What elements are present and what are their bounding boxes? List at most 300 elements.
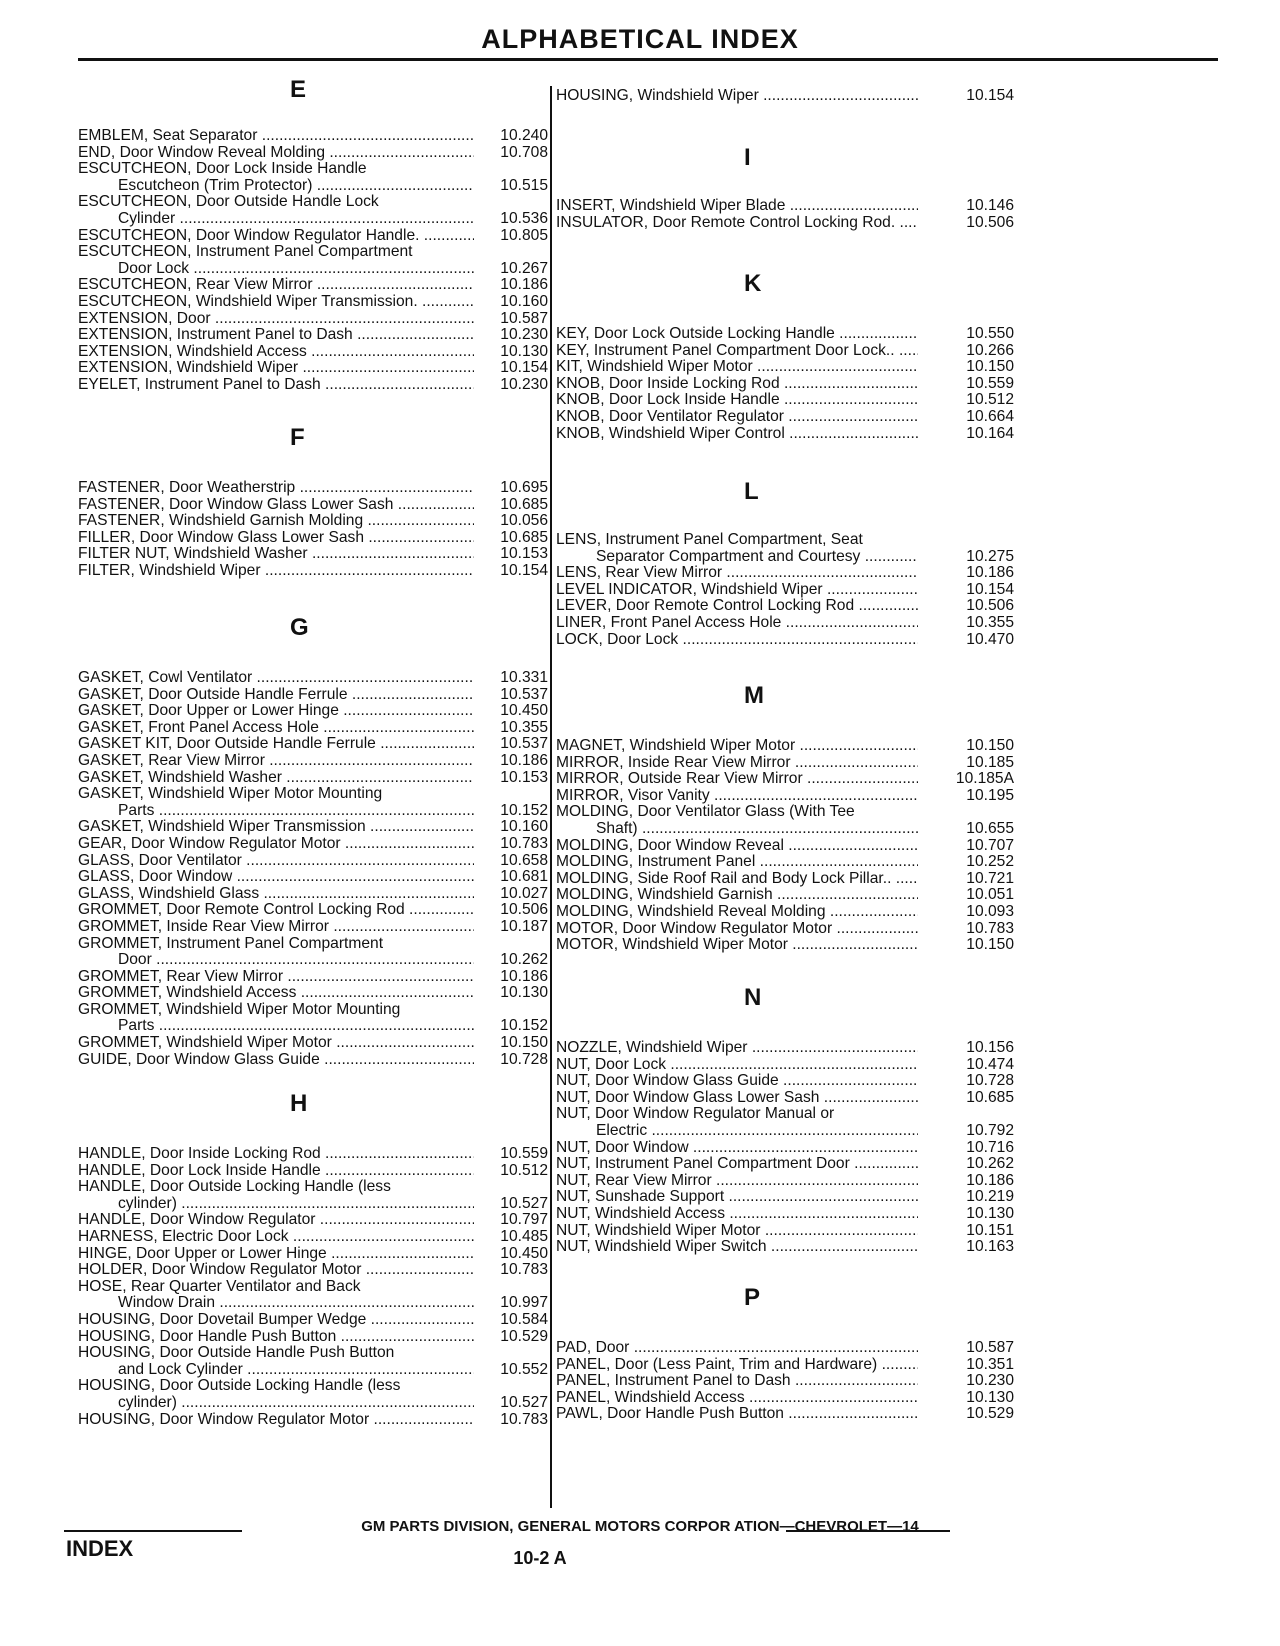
entry-text: LENS, Instrument Panel Compartment, Seat: [556, 532, 863, 548]
index-entry: [556, 565, 1014, 582]
index-entry: [78, 128, 548, 145]
entry-page-ref: 10.130: [496, 344, 548, 361]
entry-page-ref: 10.163: [962, 1239, 1014, 1256]
entry-text: NUT, Door Lock .....: [556, 1057, 918, 1074]
entry-page-ref: 10.655: [962, 821, 1014, 838]
entry-page-ref: 10.195: [962, 788, 1014, 805]
index-entry: [556, 838, 1014, 855]
entry-page-ref: 10.527: [496, 1196, 548, 1213]
entry-page-ref: 10.728: [496, 1052, 548, 1069]
entry-text: cylinder) .....: [78, 1196, 474, 1213]
index-entry: [78, 1378, 548, 1411]
entry-page-ref: 10.164: [962, 426, 1014, 443]
entry-page-ref: 10.187: [496, 919, 548, 936]
entry-text: KEY, Instrument Panel Compartment Door Lock.. .....: [556, 343, 918, 360]
entry-text: GASKET, Windshield Wiper Transmission .....: [78, 819, 474, 836]
footer-text: GM PARTS DIVISION, GENERAL MOTORS CORPOR ATION—CHEVROLET—14: [361, 1518, 919, 1535]
index-entries: [78, 670, 548, 1068]
entry-text: GASKET, Door Upper or Lower Hinge .....: [78, 703, 474, 720]
index-entry: [556, 1223, 1014, 1240]
index-entry: [78, 1279, 548, 1312]
index-entry: [556, 1206, 1014, 1223]
entry-text: EXTENSION, Windshield Wiper .....: [78, 360, 474, 377]
index-entries: [78, 1146, 548, 1428]
entry-page-ref: 10.230: [962, 1373, 1014, 1390]
index-entries: [78, 480, 548, 580]
index-entry: [556, 215, 1014, 232]
entry-page-ref: 10.658: [496, 853, 548, 870]
index-entry: [78, 563, 548, 580]
index-entry: [78, 1146, 548, 1163]
entry-page-ref: 10.150: [496, 1035, 548, 1052]
entry-page-ref: 10.355: [496, 720, 548, 737]
index-entry: [556, 1090, 1014, 1107]
entry-text: PANEL, Windshield Access .....: [556, 1390, 918, 1407]
entry-page-ref: 10.681: [496, 869, 548, 886]
entry-text: GROMMET, Door Remote Control Locking Rod .....: [78, 902, 474, 919]
entry-text: HOUSING, Door Dovetail Bumper Wedge .....: [78, 1312, 474, 1329]
section-letter: F: [290, 424, 305, 451]
entry-text: PANEL, Instrument Panel to Dash .....: [556, 1373, 918, 1390]
entry-text: GROMMET, Windshield Wiper Motor .....: [78, 1035, 474, 1052]
index-entry: [78, 1246, 548, 1263]
index-entry: [78, 546, 548, 563]
entry-page-ref: 10.783: [496, 1412, 548, 1429]
entry-page-ref: 10.185: [962, 755, 1014, 772]
entry-text: NUT, Windshield Wiper Motor .....: [556, 1223, 918, 1240]
index-entry: [78, 786, 548, 819]
entry-page-ref: 10.154: [962, 582, 1014, 599]
entry-page-ref: 10.685: [496, 497, 548, 514]
index-entry: [78, 244, 548, 277]
entry-page-ref: 10.160: [496, 294, 548, 311]
entry-text: INSULATOR, Door Remote Control Locking Rod. .....: [556, 215, 918, 232]
index-entry: [78, 360, 548, 377]
index-entry: [556, 343, 1014, 360]
entry-text: INSERT, Windshield Wiper Blade .....: [556, 198, 918, 215]
entry-page-ref: 10.130: [962, 1206, 1014, 1223]
section-letter: E: [290, 76, 307, 103]
index-entry: [556, 409, 1014, 426]
entry-text: EXTENSION, Door .....: [78, 311, 474, 328]
section-letter: G: [290, 614, 309, 641]
section-letter: M: [744, 682, 764, 709]
entry-text: Shaft) .....: [556, 821, 918, 838]
index-entries: [556, 1340, 1014, 1423]
entry-text: MOLDING, Windshield Garnish .....: [556, 887, 918, 904]
index-entry: [78, 1035, 548, 1052]
index-entry: [78, 1412, 548, 1429]
entry-text: FASTENER, Door Weatherstrip .....: [78, 480, 474, 497]
index-entry: [78, 736, 548, 753]
entry-text: FILLER, Door Window Glass Lower Sash .....: [78, 530, 474, 547]
entry-page-ref: 10.506: [496, 902, 548, 919]
index-entry: [556, 738, 1014, 755]
index-entries: [556, 738, 1014, 954]
entry-page-ref: 10.262: [496, 952, 548, 969]
index-entry: [556, 1239, 1014, 1256]
entry-page-ref: 10.550: [962, 326, 1014, 343]
entry-text: NUT, Windshield Wiper Switch .....: [556, 1239, 918, 1256]
entry-page-ref: 10.450: [496, 703, 548, 720]
entry-text: GUIDE, Door Window Glass Guide .....: [78, 1052, 474, 1069]
entry-page-ref: 10.537: [496, 736, 548, 753]
entry-page-ref: 10.252: [962, 854, 1014, 871]
entry-text: HARNESS, Electric Door Lock .....: [78, 1229, 474, 1246]
entry-text: Window Drain .....: [78, 1295, 474, 1312]
entry-text: MIRROR, Outside Rear View Mirror .....: [556, 771, 918, 788]
entry-text: FILTER, Windshield Wiper .....: [78, 563, 474, 580]
entry-text: LINER, Front Panel Access Hole .....: [556, 615, 918, 632]
section-letter: N: [744, 984, 762, 1011]
index-entry: [556, 88, 1014, 105]
index-entry: [78, 886, 548, 903]
entry-page-ref: 10.152: [496, 1018, 548, 1035]
entry-page-ref: 10.186: [962, 565, 1014, 582]
entry-page-ref: 10.783: [496, 1262, 548, 1279]
entry-page-ref: 10.450: [496, 1246, 548, 1263]
index-label: INDEX: [66, 1536, 134, 1561]
entry-page-ref: 10.527: [496, 1395, 548, 1412]
entry-text: KNOB, Windshield Wiper Control .....: [556, 426, 918, 443]
entry-page-ref: 10.230: [496, 377, 548, 394]
entry-page-ref: 10.512: [962, 392, 1014, 409]
index-entry: [78, 1229, 548, 1246]
index-entry: [556, 1390, 1014, 1407]
entry-text: KIT, Windshield Wiper Motor .....: [556, 359, 918, 376]
entry-page-ref: 10.792: [962, 1123, 1014, 1140]
entry-text: KNOB, Door Ventilator Regulator .....: [556, 409, 918, 426]
index-entry: [78, 853, 548, 870]
entry-text: LENS, Rear View Mirror .....: [556, 565, 918, 582]
entry-text: HOUSING, Door Outside Handle Push Button: [78, 1345, 395, 1362]
index-entries: [78, 128, 548, 394]
index-entry: [78, 869, 548, 886]
index-entry: [556, 392, 1014, 409]
index-entry: [556, 1373, 1014, 1390]
entry-text: GROMMET, Rear View Mirror .....: [78, 969, 474, 986]
index-entry: [556, 1057, 1014, 1074]
entry-text: GASKET KIT, Door Outside Handle Ferrule .....: [78, 736, 474, 753]
index-entry: [78, 480, 548, 497]
entry-page-ref: 10.130: [496, 985, 548, 1002]
entry-page-ref: 10.584: [496, 1312, 548, 1329]
index-entry: [556, 937, 1014, 954]
entry-text: KNOB, Door Inside Locking Rod .....: [556, 376, 918, 393]
index-entries: [556, 198, 1014, 231]
index-entry: [78, 145, 548, 162]
entry-page-ref: 10.708: [496, 145, 548, 162]
index-entry: [78, 770, 548, 787]
index-entry: [556, 854, 1014, 871]
index-entry: [78, 1329, 548, 1346]
entry-page-ref: 10.262: [962, 1156, 1014, 1173]
entry-text: EYELET, Instrument Panel to Dash .....: [78, 377, 474, 394]
index-entry: [556, 1340, 1014, 1357]
index-entry: [78, 327, 548, 344]
index-entry: [78, 1179, 548, 1212]
entry-text: Escutcheon (Trim Protector) .....: [78, 178, 474, 195]
index-entry: [78, 902, 548, 919]
index-entry: [78, 985, 548, 1002]
entry-page-ref: 10.559: [962, 376, 1014, 393]
entry-text: ESCUTCHEON, Door Lock Inside Handle: [78, 161, 367, 178]
entry-page-ref: 10.230: [496, 327, 548, 344]
entry-text: NUT, Instrument Panel Compartment Door .....: [556, 1156, 918, 1173]
entry-text: ESCUTCHEON, Door Window Regulator Handle. .....: [78, 228, 474, 245]
entry-text: GASKET, Front Panel Access Hole .....: [78, 720, 474, 737]
index-entries: [556, 1040, 1014, 1256]
index-entry: [78, 1163, 548, 1180]
entry-page-ref: 10.721: [962, 871, 1014, 888]
entry-text: Door Lock .....: [78, 261, 474, 278]
entry-page-ref: 10.027: [496, 886, 548, 903]
entry-text: NUT, Door Window Regulator Manual or: [556, 1106, 835, 1123]
entry-text: ESCUTCHEON, Instrument Panel Compartment: [78, 244, 413, 261]
entry-text: PAD, Door .....: [556, 1340, 918, 1357]
entry-page-ref: 10.146: [962, 198, 1014, 215]
entry-text: Electric .....: [556, 1123, 918, 1140]
index-entry: [556, 582, 1014, 599]
entry-text: HOUSING, Door Window Regulator Motor .....: [78, 1412, 474, 1429]
entry-page-ref: 10.150: [962, 738, 1014, 755]
index-entry: [556, 598, 1014, 615]
entry-text: NOZZLE, Windshield Wiper .....: [556, 1040, 918, 1057]
entry-text: HOLDER, Door Window Regulator Motor .....: [78, 1262, 474, 1279]
section-letter: I: [744, 144, 751, 171]
entry-text: Parts .....: [78, 803, 474, 820]
entry-text: GLASS, Windshield Glass .....: [78, 886, 474, 903]
entry-page-ref: 10.664: [962, 409, 1014, 426]
entry-page-ref: 10.156: [962, 1040, 1014, 1057]
entry-page-ref: 10.587: [496, 311, 548, 328]
entry-page-ref: 10.506: [962, 598, 1014, 615]
index-entry: [78, 836, 548, 853]
index-entry: [78, 670, 548, 687]
index-entry: [556, 198, 1014, 215]
index-entry: [78, 377, 548, 394]
entry-page-ref: 10.160: [496, 819, 548, 836]
entry-page-ref: 10.351: [962, 1357, 1014, 1374]
entry-text: KEY, Door Lock Outside Locking Handle .....: [556, 326, 918, 343]
index-entry: [556, 1357, 1014, 1374]
entry-page-ref: 10.152: [496, 803, 548, 820]
column-divider: [550, 86, 552, 1508]
entry-text: GLASS, Door Ventilator .....: [78, 853, 474, 870]
entry-text: HANDLE, Door Inside Locking Rod .....: [78, 1146, 474, 1163]
entry-text: GROMMET, Instrument Panel Compartment: [78, 935, 384, 952]
entry-page-ref: 10.130: [962, 1390, 1014, 1407]
entry-page-ref: 10.186: [496, 277, 548, 294]
index-entry: [556, 788, 1014, 805]
entry-page-ref: 10.529: [962, 1406, 1014, 1423]
entry-text: GASKET, Windshield Wiper Motor Mounting: [78, 786, 383, 803]
entry-text: HANDLE, Door Outside Locking Handle (less: [78, 1179, 391, 1196]
entry-page-ref: 10.997: [496, 1295, 548, 1312]
index-entry: [556, 921, 1014, 938]
entry-text: NUT, Door Window Glass Lower Sash .....: [556, 1090, 918, 1107]
entry-text: LEVEL INDICATOR, Windshield Wiper .....: [556, 582, 918, 599]
index-entry: [78, 1002, 548, 1035]
entry-page-ref: 10.783: [962, 921, 1014, 938]
section-letter: L: [744, 478, 759, 505]
entry-page-ref: 10.485: [496, 1229, 548, 1246]
entry-page-ref: 10.559: [496, 1146, 548, 1163]
entry-text: MOTOR, Windshield Wiper Motor .....: [556, 937, 918, 954]
index-entry: [78, 703, 548, 720]
entry-text: MIRROR, Visor Vanity .....: [556, 788, 918, 805]
entry-page-ref: 10.154: [496, 563, 548, 580]
entry-text: HINGE, Door Upper or Lower Hinge .....: [78, 1246, 474, 1263]
index-entry: [556, 1406, 1014, 1423]
entry-text: END, Door Window Reveal Molding .....: [78, 145, 474, 162]
entry-page-ref: 10.685: [496, 530, 548, 547]
index-entry: [556, 1189, 1014, 1206]
entry-text: NUT, Door Window .....: [556, 1140, 918, 1157]
entry-page-ref: 10.150: [962, 359, 1014, 376]
entry-page-ref: 10.154: [496, 360, 548, 377]
index-entry: [556, 1173, 1014, 1190]
entry-page-ref: 10.797: [496, 1212, 548, 1229]
entry-page-ref: 10.512: [496, 1163, 548, 1180]
entry-text: LEVER, Door Remote Control Locking Rod .....: [556, 598, 918, 615]
index-entry: [556, 755, 1014, 772]
entry-page-ref: 10.186: [496, 969, 548, 986]
entry-page-ref: 10.185A: [952, 771, 1014, 788]
entry-page-ref: 10.153: [496, 770, 548, 787]
index-entry: [78, 753, 548, 770]
index-entry: [78, 1262, 548, 1279]
entry-page-ref: 10.051: [962, 887, 1014, 904]
entry-page-ref: 10.474: [962, 1057, 1014, 1074]
entry-text: HANDLE, Door Lock Inside Handle .....: [78, 1163, 474, 1180]
entry-text: MOLDING, Side Roof Rail and Body Lock Pillar.. .....: [556, 871, 918, 888]
entry-page-ref: 10.150: [962, 937, 1014, 954]
index-entry: [78, 919, 548, 936]
entry-text: HOUSING, Door Handle Push Button .....: [78, 1329, 474, 1346]
index-entry: [556, 904, 1014, 921]
entry-page-ref: 10.506: [962, 215, 1014, 232]
index-entry: [556, 376, 1014, 393]
index-entry: [78, 1052, 548, 1069]
entry-text: MOLDING, Windshield Reveal Molding .....: [556, 904, 918, 921]
index-entries: [556, 88, 1014, 105]
title-rule: [78, 58, 1218, 61]
entry-page-ref: 10.587: [962, 1340, 1014, 1357]
index-entry: [78, 294, 548, 311]
index-entry: [556, 1140, 1014, 1157]
entry-page-ref: 10.685: [962, 1090, 1014, 1107]
entry-text: EXTENSION, Windshield Access .....: [78, 344, 474, 361]
index-entry: [556, 871, 1014, 888]
entry-text: GASKET, Rear View Mirror .....: [78, 753, 474, 770]
index-entry: [78, 497, 548, 514]
entry-page-ref: 10.536: [496, 211, 548, 228]
entry-page-ref: 10.716: [962, 1140, 1014, 1157]
entry-page-ref: 10.515: [496, 178, 548, 195]
entry-text: NUT, Windshield Access .....: [556, 1206, 918, 1223]
entry-page-ref: 10.355: [962, 615, 1014, 632]
index-entries: [556, 532, 1014, 648]
entry-text: PAWL, Door Handle Push Button .....: [556, 1406, 918, 1423]
entry-page-ref: 10.240: [496, 128, 548, 145]
entry-text: and Lock Cylinder .....: [78, 1362, 474, 1379]
entry-text: ESCUTCHEON, Windshield Wiper Transmission. .....: [78, 294, 474, 311]
entry-page-ref: 10.537: [496, 687, 548, 704]
entry-text: HOUSING, Windshield Wiper .....: [556, 88, 918, 105]
index-entry: [78, 1345, 548, 1378]
entry-text: HANDLE, Door Window Regulator .....: [78, 1212, 474, 1229]
index-entry: [556, 1156, 1014, 1173]
entry-text: EXTENSION, Instrument Panel to Dash .....: [78, 327, 474, 344]
entry-text: KNOB, Door Lock Inside Handle .....: [556, 392, 918, 409]
entry-page-ref: 10.728: [962, 1073, 1014, 1090]
section-letter: K: [744, 270, 762, 297]
index-entry: [556, 632, 1014, 649]
index-entry: [78, 311, 548, 328]
entry-text: Cylinder .....: [78, 211, 474, 228]
index-entry: [78, 161, 548, 194]
entry-page-ref: 10.154: [962, 88, 1014, 105]
page-number: 10-2 A: [513, 1548, 567, 1568]
index-entry: [78, 969, 548, 986]
entry-text: cylinder) .....: [78, 1395, 474, 1412]
entry-page-ref: 10.783: [496, 836, 548, 853]
index-entry: [78, 344, 548, 361]
entry-text: PANEL, Door (Less Paint, Trim and Hardware) .....: [556, 1357, 918, 1374]
index-entry: [556, 1040, 1014, 1057]
entry-text: MOTOR, Door Window Regulator Motor .....: [556, 921, 918, 938]
entry-text: EMBLEM, Seat Separator .....: [78, 128, 474, 145]
page-title: ALPHABETICAL INDEX: [481, 24, 799, 54]
entry-page-ref: 10.331: [496, 670, 548, 687]
entry-page-ref: 10.267: [496, 261, 548, 278]
entry-text: MIRROR, Inside Rear View Mirror .....: [556, 755, 918, 772]
entry-page-ref: 10.552: [496, 1362, 548, 1379]
entry-page-ref: 10.219: [962, 1189, 1014, 1206]
index-entry: [78, 228, 548, 245]
index-entry: [78, 277, 548, 294]
index-entry: [556, 1073, 1014, 1090]
entry-text: NUT, Rear View Mirror .....: [556, 1173, 918, 1190]
entry-text: HOUSING, Door Outside Locking Handle (less: [78, 1378, 401, 1395]
entry-page-ref: 10.707: [962, 838, 1014, 855]
index-entry: [78, 936, 548, 969]
entry-text: GASKET, Windshield Washer .....: [78, 770, 474, 787]
entry-page-ref: 10.151: [962, 1223, 1014, 1240]
entry-text: LOCK, Door Lock .....: [556, 632, 918, 649]
entry-text: MOLDING, Door Window Reveal .....: [556, 838, 918, 855]
entry-text: FASTENER, Windshield Garnish Molding .....: [78, 513, 474, 530]
index-entry: [78, 194, 548, 227]
entry-text: Separator Compartment and Courtesy .....: [556, 549, 918, 566]
entry-text: ESCUTCHEON, Rear View Mirror .....: [78, 277, 474, 294]
section-letter: P: [744, 1284, 761, 1311]
section-letter: H: [290, 1090, 308, 1117]
entry-text: MOLDING, Door Ventilator Glass (With Tee: [556, 804, 855, 821]
entry-page-ref: 10.529: [496, 1329, 548, 1346]
entry-page-ref: 10.470: [962, 632, 1014, 649]
entry-page-ref: 10.805: [496, 228, 548, 245]
index-entry: [556, 615, 1014, 632]
index-entry: [78, 513, 548, 530]
entry-text: GROMMET, Windshield Access .....: [78, 985, 474, 1002]
entry-text: Door .....: [78, 952, 474, 969]
entry-text: Parts .....: [78, 1018, 474, 1035]
entry-page-ref: 10.056: [496, 513, 548, 530]
entry-text: ESCUTCHEON, Door Outside Handle Lock: [78, 194, 379, 211]
index-entry: [556, 532, 1014, 565]
